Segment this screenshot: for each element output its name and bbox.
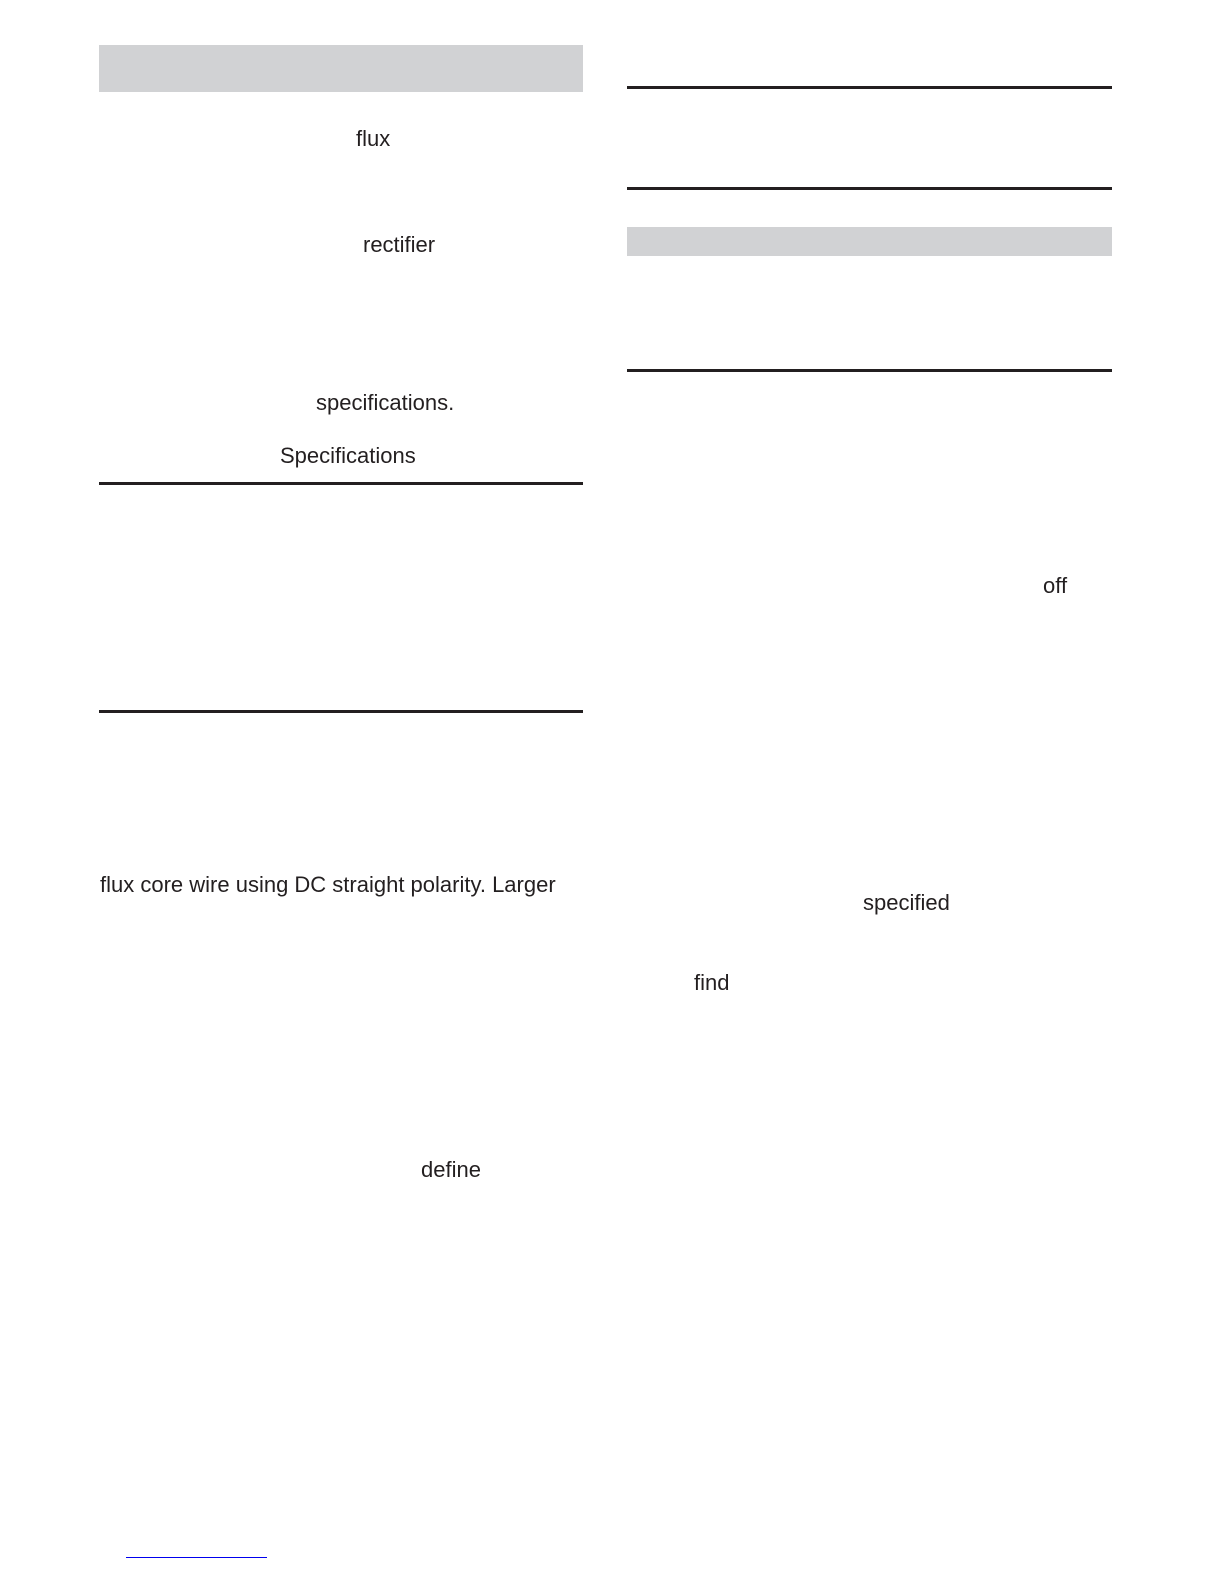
right-rule-1 — [627, 86, 1112, 89]
text-fragment-rectifier: rectifier — [363, 232, 436, 257]
text-fragment-off: off — [1043, 573, 1068, 598]
left-section-header-bar — [99, 45, 583, 92]
specifications-heading: Specifications — [280, 443, 416, 468]
left-rule-top — [99, 482, 583, 485]
text-fragment-specified: specified — [863, 890, 950, 915]
text-fragment-specifications-period: specifications. — [316, 390, 455, 415]
right-rule-3 — [627, 369, 1112, 372]
footer-link-underline[interactable] — [126, 1557, 267, 1558]
left-rule-bottom — [99, 710, 583, 713]
text-fragment-flux: flux — [356, 126, 391, 151]
right-section-header-bar — [627, 227, 1112, 256]
text-fragment-find: find — [694, 970, 730, 995]
text-fragment-define: define — [421, 1157, 481, 1182]
right-rule-2 — [627, 187, 1112, 190]
text-line-flux-core-wire: flux core wire using DC straight polarity. Larger — [100, 872, 556, 897]
